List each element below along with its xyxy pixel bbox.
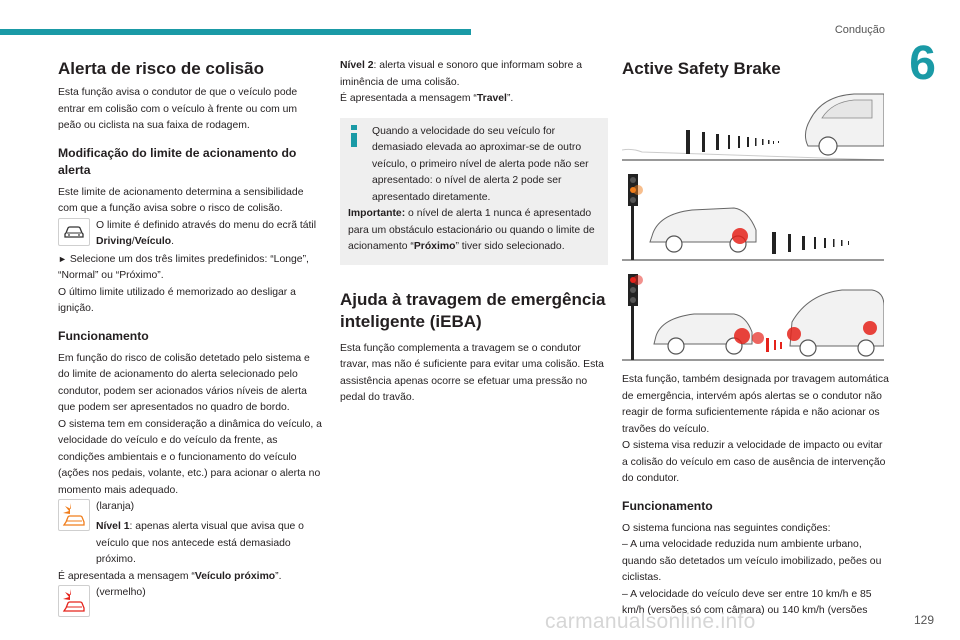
level2-text: Nível 2: alerta visual e sonoro que informam sobre a iminência de uma colisão. bbox=[340, 60, 583, 88]
info-paragraph-2: Importante: o nível de alerta 1 nunca é apresentado para um obstáculo estacionário ou quando o limite de acionamento “Próximo” tiver sido selecionado. bbox=[348, 208, 595, 252]
ieba-paragraph: Esta função complementa a travagem se o condutor travar, mas não é suficiente para evitar uma colisão. Esta assistência apenas ocorre se efetuar uma pressão no pedal do travão. bbox=[340, 342, 604, 403]
threshold-heading: Modificação do limite de acionamento do alerta bbox=[58, 145, 297, 177]
column-2 bbox=[340, 58, 608, 407]
operation-heading: Funcionamento bbox=[58, 328, 149, 343]
collision-alert-title: Alerta de risco de colisão bbox=[58, 59, 264, 78]
car-settings-icon bbox=[58, 218, 90, 246]
collision-alert-intro: Esta função avisa o condutor de que o veículo pode entrar em colisão com o veículo à frente ou com um peão ou ciclista na sua faixa de rodagem. bbox=[58, 87, 298, 131]
orange-collision-alert-icon bbox=[58, 499, 90, 531]
red-collision-alert-icon bbox=[58, 585, 90, 617]
watermark: carmanualsonline.info bbox=[545, 610, 756, 633]
threshold-bullet: ► Selecione um dos três limites predefinidos: “Longe”, “Normal” ou “Próximo”. bbox=[58, 253, 309, 281]
asb-condition-2: – A velocidade do veículo deve ser entre 10 km/h e 85 km/h (versões só com câmara) ou 140 km/h (versões bbox=[622, 588, 872, 616]
info-note-box bbox=[340, 118, 608, 265]
page-number: 129 bbox=[913, 613, 934, 627]
red-alert-row bbox=[58, 585, 323, 617]
operation-paragraph-1: Em função do risco de colisão detetado pelo sistema e do limite de acionamento do alerta selecionado pelo condutor, podem ser acionados vários níveis de alerta que podem ser apresentados no quadro de bordo. bbox=[58, 352, 310, 413]
column-1 bbox=[58, 58, 323, 617]
illustration-orange-alert bbox=[622, 170, 884, 262]
asb-conditions-intro: O sistema funciona nas seguintes condições: bbox=[622, 522, 831, 534]
level2-message: É apresentada a mensagem “Travel”. bbox=[340, 93, 514, 104]
threshold-paragraph: Este limite de acionamento determina a sensibilidade com que a função avisa sobre o risco de colisão. bbox=[58, 186, 304, 214]
ieba-title: Ajuda à travagem de emergência inteligente (iEBA) bbox=[340, 289, 606, 331]
illustration-car-following bbox=[622, 90, 884, 162]
column-3 bbox=[622, 58, 890, 620]
level1-message: É apresentada a mensagem “Veículo próximo”. bbox=[58, 570, 282, 582]
illustration-red-alert bbox=[622, 270, 884, 362]
touchscreen-setting-row bbox=[58, 218, 323, 251]
header-accent-bar bbox=[0, 29, 471, 35]
chapter-number: 6 bbox=[909, 37, 936, 90]
asb-paragraph-1: Esta função, também designada por travagem automática de emergência, intervém após alertas se o condutor não reagir de forma suficientemente rápida e não acionar os travões do veículo. bbox=[622, 374, 889, 435]
orange-label: (laranja) bbox=[96, 501, 135, 512]
asb-operation-heading: Funcionamento bbox=[622, 498, 713, 513]
red-label: (vermelho) bbox=[96, 587, 146, 598]
touchscreen-setting-text: O limite é definido através do menu do ecrã tátil Driving/Veículo. bbox=[96, 219, 317, 247]
active-safety-brake-title: Active Safety Brake bbox=[622, 59, 781, 78]
arrow-bullet-icon: ► bbox=[58, 253, 67, 264]
section-title: Condução bbox=[834, 24, 885, 36]
operation-paragraph-2: O sistema tem em consideração a dinâmica do veículo, a velocidade do veículo e do veículo da frente, as condições ambientais e o funcionamento do veículo (ações nos pedais, volante, etc.) para acionar o alerta no momento mais adequado. bbox=[58, 418, 322, 496]
asb-condition-1: – A uma velocidade reduzida num ambiente urbano, quando são detetados um veículo imobilizado, peões ou ciclistas. bbox=[622, 539, 882, 583]
info-paragraph-1: Quando a velocidade do seu veículo for demasiado elevada ao aproximar-se de outro veículo, o primeiro nível de alerta pode não ser apresentado: o nível de alerta 2 pode ser apresentado diretamente. bbox=[372, 125, 589, 203]
info-icon bbox=[348, 125, 360, 147]
threshold-memorized: O último limite utilizado é memorizado ao desligar a ignição. bbox=[58, 286, 296, 314]
asb-paragraph-2: O sistema visa reduzir a velocidade de impacto ou evitar a colisão do veículo em caso de ausência de intervenção do condutor. bbox=[622, 440, 886, 484]
level1-text-first: Nível 1: apenas alerta visual que avisa que o veículo que nos antecede está demasiado próximo. bbox=[96, 521, 304, 565]
